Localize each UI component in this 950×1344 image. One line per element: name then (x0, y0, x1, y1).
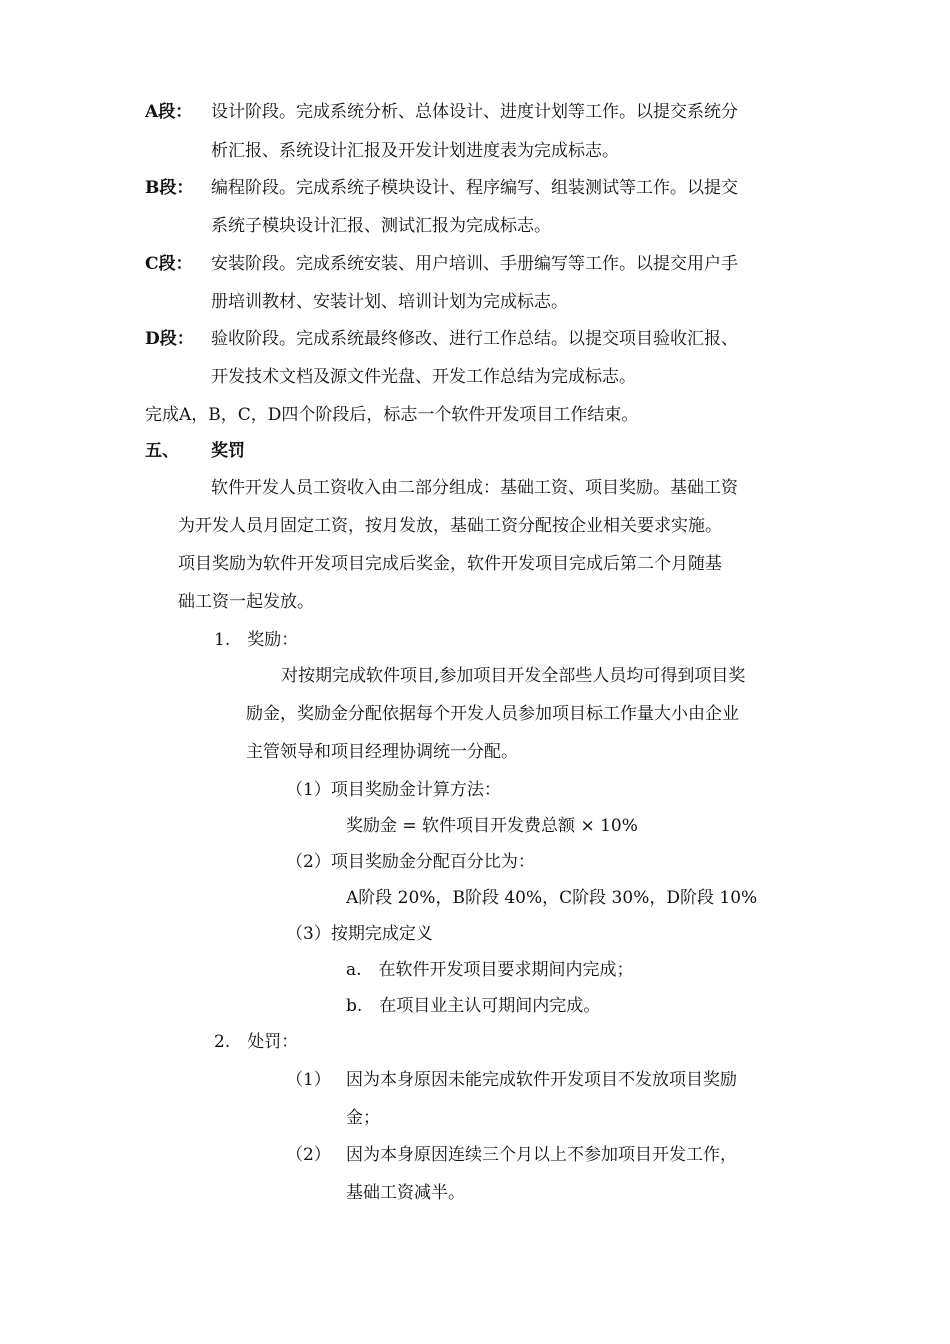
definition-b: b. 在项目业主认可期间内完成。 (346, 996, 601, 1016)
penalty-1-line-2: 金； (346, 1108, 380, 1128)
stage-c-line-1: 安装阶段。完成系统安装、用户培训、手册编写等工作。以提交用户手 (211, 254, 738, 274)
stage-c-label: C段： (145, 254, 193, 274)
reward-item-1: （1）项目奖励金计算方法： (286, 780, 501, 800)
stage-d-label: D段： (145, 329, 194, 349)
reward-distribution: A阶段 20%，B阶段 40%，C阶段 30%，D阶段 10% (346, 888, 758, 908)
penalty-1-line-1: 因为本身原因未能完成软件开发项目不发放项目奖励 (346, 1070, 737, 1090)
stage-a-label: A段： (145, 102, 193, 122)
stage-b-line-1: 编程阶段。完成系统子模块设计、程序编写、组装测试等工作。以提交 (211, 178, 738, 198)
section-number: 五、 (145, 441, 179, 461)
intro-line-4: 础工资一起发放。 (178, 592, 314, 612)
penalty-2-line-1: 因为本身原因连续三个月以上不参加项目开发工作， (346, 1145, 737, 1165)
reward-heading: 1. 奖励： (214, 630, 299, 650)
stage-b-label: B段： (145, 178, 194, 198)
penalty-2-line-2: 基础工资减半。 (346, 1183, 465, 1203)
stage-a-line-2: 析汇报、系统设计汇报及开发计划进度表为完成标志。 (211, 141, 619, 161)
penalty-2-num: （2） (286, 1145, 331, 1165)
stage-d-line-2: 开发技术文档及源文件光盘、开发工作总结为完成标志。 (211, 367, 636, 387)
stage-b-line-2: 系统子模块设计汇报、测试汇报为完成标志。 (211, 216, 551, 236)
reward-item-3: （3）按期完成定义 (286, 924, 433, 944)
intro-line-2: 为开发人员月固定工资，按月发放，基础工资分配按企业相关要求实施。 (178, 516, 722, 536)
penalty-1-num: （1） (286, 1070, 331, 1090)
penalty-heading: 2. 处罚： (214, 1032, 299, 1052)
completion-note: 完成A，B，C，D四个阶段后，标志一个软件开发项目工作结束。 (145, 405, 639, 425)
intro-line-1: 软件开发人员工资收入由二部分组成：基础工资、项目奖励。基础工资 (211, 478, 738, 498)
intro-line-3: 项目奖励为软件开发项目完成后奖金，软件开发项目完成后第二个月随基 (178, 554, 722, 574)
reward-desc-1: 对按期完成软件项目,参加项目开发全部些人员均可得到项目奖 (281, 666, 746, 686)
reward-formula: 奖励金 = 软件项目开发费总额 × 10% (346, 816, 638, 836)
reward-desc-3: 主管领导和项目经理协调统一分配。 (246, 742, 518, 762)
reward-item-2: （2）项目奖励金分配百分比为： (286, 852, 535, 872)
section-title: 奖罚 (211, 441, 245, 461)
stage-c-line-2: 册培训教材、安装计划、培训计划为完成标志。 (211, 292, 568, 312)
stage-d-line-1: 验收阶段。完成系统最终修改、进行工作总结。以提交项目验收汇报、 (211, 329, 738, 349)
stage-a-line-1: 设计阶段。完成系统分析、总体设计、进度计划等工作。以提交系统分 (211, 102, 738, 122)
reward-desc-2: 励金，奖励金分配依据每个开发人员参加项目标工作量大小由企业 (246, 704, 739, 724)
definition-a: a. 在软件开发项目要求期间内完成； (346, 960, 634, 980)
